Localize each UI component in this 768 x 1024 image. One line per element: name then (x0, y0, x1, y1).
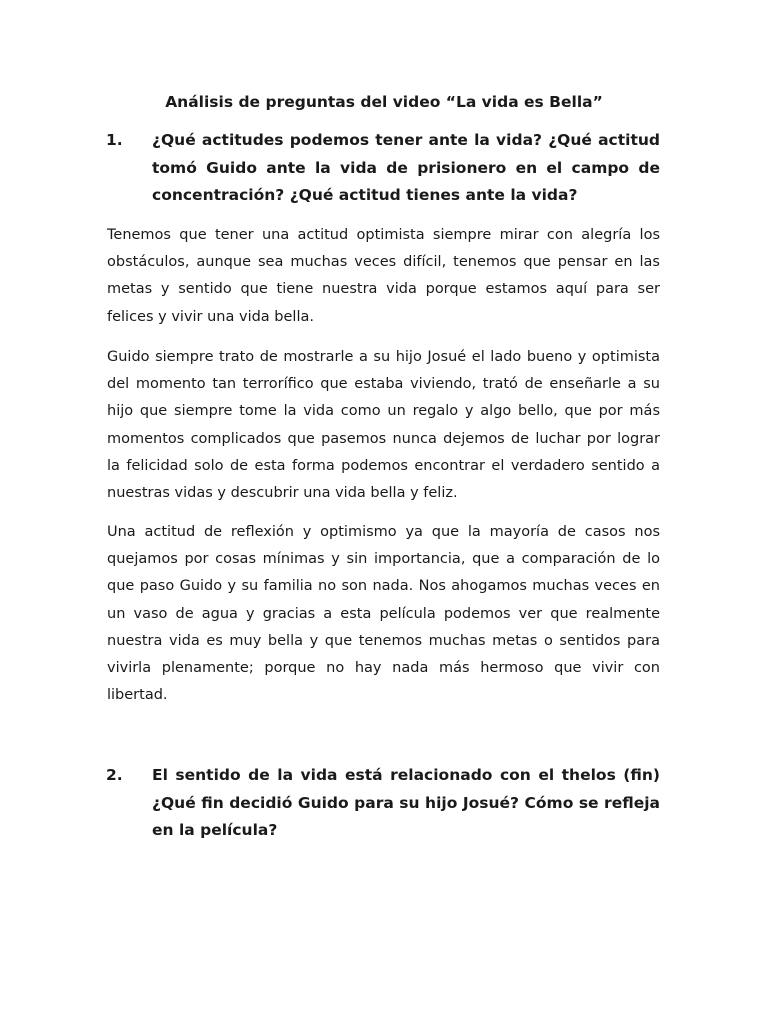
question-text: ¿Qué actitudes podemos tener ante la vida? ¿Qué actitud tomó Guido ante la vida de prisionero en el campo de concentración? ¿Qué actitud tienes ante la vida? (152, 131, 660, 204)
answer-paragraph-3: Una actitud de reflexión y optimismo ya que la mayoría de casos nos quejamos por cosas mínimas y sin importancia, que a comparación de lo que paso Guido y su familia no son nada. Nos ahogamos muchas veces en un vaso de agua y gracias a esta película podemos ver que realmente nuestra vida es muy bella y que tenemos muchas metas o sentidos para vivirla plenamente; porque no hay nada más hermoso que vivir con libertad. (107, 524, 660, 704)
question-2 (106, 762, 660, 845)
question-number: 1. (106, 131, 123, 149)
answer-paragraph-1: Tenemos que tener una actitud optimista siempre mirar con alegría los obstáculos, aunque sea muchas veces difícil, tenemos que pensar en las metas y sentido que tiene nuestra vida porque estamos aquí para ser felices y vivir una vida bella. (107, 227, 660, 325)
answer-paragraph-2: Guido siempre trato de mostrarle a su hijo Josué el lado bueno y optimista del momento tan terrorífico que estaba viviendo, trató de enseñarle a su hijo que siempre tome la vida como un regalo y algo bello, que por más momentos complicados que pasemos nunca dejemos de luchar por lograr la felicidad solo de esta forma podemos encontrar el verdadero sentido a nuestras vidas y descubrir una vida bella y feliz. (107, 349, 660, 502)
question-number: 2. (106, 766, 123, 784)
question-1 (106, 127, 660, 210)
question-text: El sentido de la vida está relacionado con el thelos (fin) ¿Qué fin decidió Guido para su hijo Josué? Cómo se refleja en la película? (152, 766, 660, 839)
document-title: Análisis de preguntas del video “La vida es Bella” (165, 93, 603, 111)
